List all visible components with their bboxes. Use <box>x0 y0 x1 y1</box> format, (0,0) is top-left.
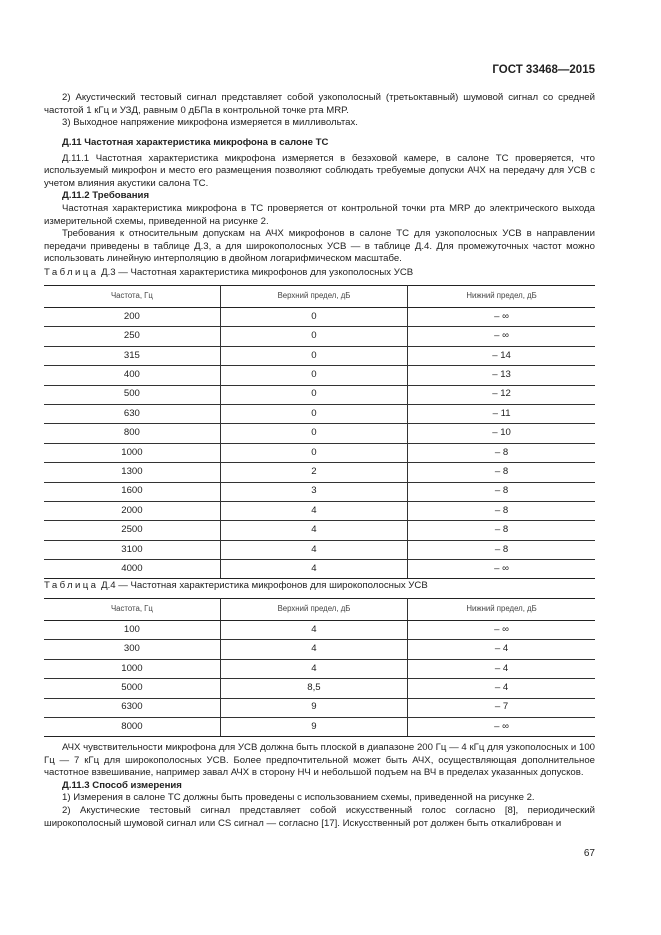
table-cell: 0 <box>220 443 407 462</box>
column-header: Частота, Гц <box>44 599 220 621</box>
table-row <box>44 560 595 579</box>
table-cell: – ∞ <box>408 327 595 346</box>
table-cell: – 14 <box>408 346 595 365</box>
paragraph: Д.11.1 Частотная характеристика микрофона измеряется в безэховой камере, в салоне ТС проверяется, что используемый микрофон и место его размещения позволяют соблюдать требуемые допуски АЧХ на передачу для УСВ с учетом влияния акустики салона ТС. <box>44 152 595 189</box>
paragraph: Частотная характеристика микрофона в ТС проверяется от контрольной точки рта MRP до электрического выхода измерительной схемы, приведенной на рисунке 2. <box>44 202 595 227</box>
table-row <box>44 521 595 540</box>
table-cell: 0 <box>220 385 407 404</box>
table-cell: – ∞ <box>408 621 595 640</box>
table-cell: 4 <box>220 540 407 559</box>
table-cell: 2500 <box>44 521 220 540</box>
paragraph: 3) Выходное напряжение микрофона измеряется в милливольтах. <box>62 117 358 129</box>
table-row <box>44 463 595 482</box>
table-row <box>44 308 595 327</box>
table-cell: 5000 <box>44 679 220 698</box>
column-header: Частота, Гц <box>44 286 220 308</box>
column-header: Нижний предел, дБ <box>408 599 595 621</box>
table-row <box>44 717 595 736</box>
table-cell: – 8 <box>408 463 595 482</box>
table-cell: 3100 <box>44 540 220 559</box>
table-cell: 3 <box>220 482 407 501</box>
table-cell: – 13 <box>408 366 595 385</box>
table-cell: 800 <box>44 424 220 443</box>
table-cell: 0 <box>220 346 407 365</box>
table-cell: 315 <box>44 346 220 365</box>
table-d4 <box>44 598 595 737</box>
table-cell: 2000 <box>44 501 220 520</box>
table-row <box>44 659 595 678</box>
paragraph: АЧХ чувствительности микрофона для УСВ должна быть плоской в диапазоне 200 Гц — 4 кГц для узкополосных и 100 Гц — 7 кГц для широкополосных УСВ. Более предпочтительной может быть АЧХ, осуществляющая дополнительное частотное взвешивание, например завал АЧХ в сторону НЧ и небольшой подъем на ВЧ в пределах указанных допусков. <box>44 742 595 779</box>
column-header: Верхний предел, дБ <box>220 599 407 621</box>
table-cell: 9 <box>220 717 407 736</box>
column-header: Верхний предел, дБ <box>220 286 407 308</box>
table-cell: – ∞ <box>408 717 595 736</box>
table-cell: 4 <box>220 640 407 659</box>
table-row <box>44 698 595 717</box>
table-cell: 1600 <box>44 482 220 501</box>
table-row <box>44 621 595 640</box>
table-cell: 300 <box>44 640 220 659</box>
table-row <box>44 385 595 404</box>
table-cell: – 8 <box>408 521 595 540</box>
table-cell: 630 <box>44 404 220 423</box>
table-cell: 1300 <box>44 463 220 482</box>
table-cell: – 11 <box>408 404 595 423</box>
table-row <box>44 346 595 365</box>
table-cell: – 8 <box>408 482 595 501</box>
column-header: Нижний предел, дБ <box>408 286 595 308</box>
subsection-heading: Д.11.3 Способ измерения <box>62 779 182 791</box>
table-cell: – 4 <box>408 640 595 659</box>
table-row <box>44 482 595 501</box>
table-cell: 8,5 <box>220 679 407 698</box>
table-row <box>44 501 595 520</box>
table-cell: 100 <box>44 621 220 640</box>
table-cell: – 8 <box>408 443 595 462</box>
table-cell: 0 <box>220 308 407 327</box>
table-cell: 0 <box>220 327 407 346</box>
table-cell: – 12 <box>408 385 595 404</box>
table-cell: – 7 <box>408 698 595 717</box>
table-row <box>44 679 595 698</box>
table-cell: 400 <box>44 366 220 385</box>
table-row <box>44 404 595 423</box>
table-cell: 6300 <box>44 698 220 717</box>
table-cell: – ∞ <box>408 560 595 579</box>
table-cell: 250 <box>44 327 220 346</box>
table-d3 <box>44 285 595 579</box>
table-cell: – 8 <box>408 540 595 559</box>
table-cell: 4 <box>220 521 407 540</box>
table-cell: 9 <box>220 698 407 717</box>
section-d11 <box>44 137 595 266</box>
table-row <box>44 424 595 443</box>
table-cell: 1000 <box>44 659 220 678</box>
table-cell: 1000 <box>44 443 220 462</box>
table-cell: 500 <box>44 385 220 404</box>
table-cell: 4 <box>220 659 407 678</box>
table-row <box>44 366 595 385</box>
paragraph: Требования к относительным допускам на АЧХ микрофонов в салоне ТС для узкополосных УСВ в направлении передачи приведены в таблице Д.3, а для широкополосных УСВ — в таблице Д.4. Для промежуточных частот можно использовать линейную интерполяцию в двойном логарифмическом масштабе. <box>44 228 595 265</box>
table-cell: – 8 <box>408 501 595 520</box>
table-cell: 0 <box>220 404 407 423</box>
table4-caption: Таблица Д.4 — Частотная характеристика микрофонов для широкополосных УСВ <box>44 580 428 591</box>
table-row <box>44 640 595 659</box>
section-after <box>44 742 595 830</box>
table-cell: – ∞ <box>408 308 595 327</box>
table-cell: 2 <box>220 463 407 482</box>
section-heading: Д.11 Частотная характеристика микрофона в салоне ТС <box>62 137 329 148</box>
paragraph: 2) Акустический тестовый сигнал представляет собой узкополосный (третьоктавный) шумовой сигнал со средней частотой 1 кГц и УЗД, равным 0 дБПа в контрольной точке рта MRP. <box>44 92 595 116</box>
table-cell: – 4 <box>408 679 595 698</box>
page-number: 67 <box>583 848 595 859</box>
table-cell: 4 <box>220 621 407 640</box>
table-cell: 200 <box>44 308 220 327</box>
table-cell: 0 <box>220 366 407 385</box>
table-cell: 4000 <box>44 560 220 579</box>
table-cell: 0 <box>220 424 407 443</box>
table-row <box>44 443 595 462</box>
table-cell: 4 <box>220 560 407 579</box>
document-header: ГОСТ 33468—2015 <box>492 64 595 76</box>
paragraph: 1) Измерения в салоне ТС должны быть проведены с использованием схемы, приведенной на рисунке 2. <box>62 792 535 804</box>
table-cell: 8000 <box>44 717 220 736</box>
subsection-heading: Д.11.2 Требования <box>62 190 150 202</box>
table-cell: – 4 <box>408 659 595 678</box>
table-cell: – 10 <box>408 424 595 443</box>
table-row <box>44 327 595 346</box>
table3-caption: Таблица Д.3 — Частотная характеристика микрофонов для узкополосных УСВ <box>44 267 414 278</box>
intro-block <box>44 92 595 130</box>
table-row <box>44 540 595 559</box>
table-cell: 4 <box>220 501 407 520</box>
paragraph: 2) Акустические тестовый сигнал представляет собой искусственный голос согласно [8], периодический широкополосный шумовой сигнал или CS сигнал — согласно [17]. Искусственный рот должен быть откалиброван и <box>44 804 595 829</box>
